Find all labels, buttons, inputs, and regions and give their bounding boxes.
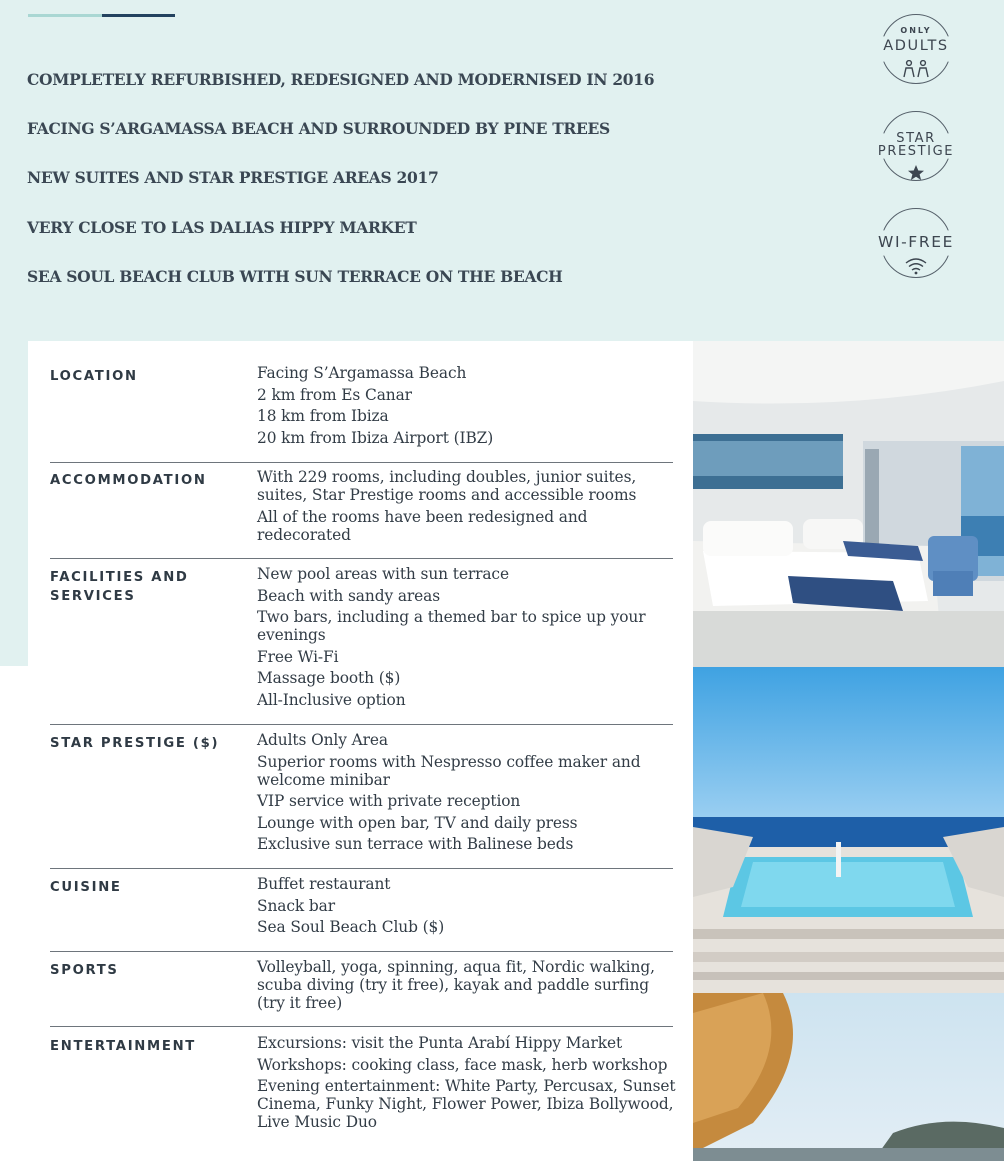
section-lines: [257, 364, 677, 450]
star-icon: [868, 163, 964, 185]
star-prestige-badge: [868, 111, 964, 191]
section-lines: [257, 731, 677, 857]
highlight-item: SEA SOUL BEACH CLUB WITH SUN TERRACE ON THE BEACH: [27, 266, 563, 286]
section-line: Workshops: cooking class, face mask, herb workshop: [257, 1055, 668, 1074]
section-sports: [50, 958, 673, 1027]
section-line: Beach with sandy areas: [257, 586, 441, 605]
section-star-prestige: [50, 731, 673, 869]
section-line: Sea Soul Beach Club ($): [257, 918, 445, 937]
section-line: Adults Only Area: [257, 731, 388, 749]
section-lines: [257, 1034, 677, 1135]
section-line: All of the rooms have been redesigned and redecorated: [257, 507, 588, 544]
highlights-list: [27, 68, 654, 314]
bedroom-photo: [693, 341, 1004, 667]
section-line: 18 km from Ibiza: [257, 407, 389, 426]
two-people-icon: [868, 60, 964, 85]
highlight-item: COMPLETELY REFURBISHED, REDESIGNED AND MODERNISED IN 2016: [27, 70, 655, 89]
section-location: [50, 364, 673, 463]
wifi-icon: [868, 256, 964, 281]
section-label: SPORTS: [50, 963, 119, 978]
section-line: Exclusive sun terrace with Balinese beds: [257, 835, 574, 854]
section-line: VIP service with private reception: [257, 792, 521, 811]
badge-small-text: ONLY: [900, 26, 932, 35]
section-line: 2 km from Es Canar: [257, 385, 412, 404]
section-line: Buffet restaurant: [257, 875, 391, 893]
section-line: 20 km from Ibiza Airport (IBZ): [257, 428, 494, 447]
pool-photo: [693, 667, 1004, 993]
section-accommodation: [50, 468, 673, 559]
section-line: New pool areas with sun terrace: [257, 565, 509, 583]
section-line: Free Wi-Fi: [257, 647, 339, 666]
section-line: Volleyball, yoga, spinning, aqua fit, Nordic walking, scuba diving (try it free), kayak and paddle surfing (try it free): [257, 958, 655, 1012]
wi-free-badge: [868, 208, 964, 288]
only-adults-badge: [868, 14, 964, 94]
section-line: All-Inclusive option: [257, 690, 406, 709]
section-line: Snack bar: [257, 896, 335, 915]
section-line: Facing S’Argamassa Beach: [257, 364, 467, 382]
badge-main-text: ADULTS: [883, 38, 949, 54]
section-entertainment: [50, 1034, 676, 1161]
section-line: Two bars, including a themed bar to spice up your evenings: [257, 608, 646, 645]
section-cuisine: [50, 875, 673, 952]
section-label: STAR PRESTIGE ($): [50, 736, 220, 751]
beach-photo: [693, 993, 1004, 1161]
section-line: Massage booth ($): [257, 669, 401, 688]
accent-rule-dark: [102, 14, 175, 17]
section-line: Excursions: visit the Punta Arabí Hippy Market: [257, 1034, 623, 1052]
section-facilities-and-services: [50, 565, 673, 725]
accent-rule-light: [28, 14, 102, 17]
details-panel: [28, 341, 693, 1161]
section-line: Lounge with open bar, TV and daily press: [257, 813, 578, 832]
section-label: LOCATION: [50, 369, 138, 384]
badge-main-text: WI-FREE: [878, 233, 954, 251]
section-lines: [257, 875, 677, 940]
highlight-item: NEW SUITES AND STAR PRESTIGE AREAS 2017: [27, 168, 439, 188]
section-line: With 229 rooms, including doubles, junior suites, suites, Star Prestige rooms and accessible rooms: [257, 468, 637, 504]
section-line: Evening entertainment: White Party, Percusax, Sunset Cinema, Funky Night, Flower Power, Ibiza Bollywood, Live Music Duo: [257, 1077, 676, 1132]
section-label: ACCOMMODATION: [50, 473, 207, 488]
section-line: Superior rooms with Nespresso coffee maker and welcome minibar: [257, 752, 641, 789]
section-lines: [257, 565, 677, 713]
section-label: CUISINE: [50, 880, 122, 895]
section-lines: [257, 468, 677, 547]
badge-main-text: PRESTIGE: [877, 144, 955, 159]
highlight-item: FACING S’ARGAMASSA BEACH AND SURROUNDED BY PINE TREES: [27, 119, 610, 139]
badge-main-text: STAR: [896, 131, 936, 146]
section-label: FACILITIES AND SERVICES: [50, 570, 189, 604]
section-label: ENTERTAINMENT: [50, 1039, 196, 1054]
highlight-item: VERY CLOSE TO LAS DALIAS HIPPY MARKET: [27, 217, 417, 237]
section-lines: [257, 958, 677, 1016]
